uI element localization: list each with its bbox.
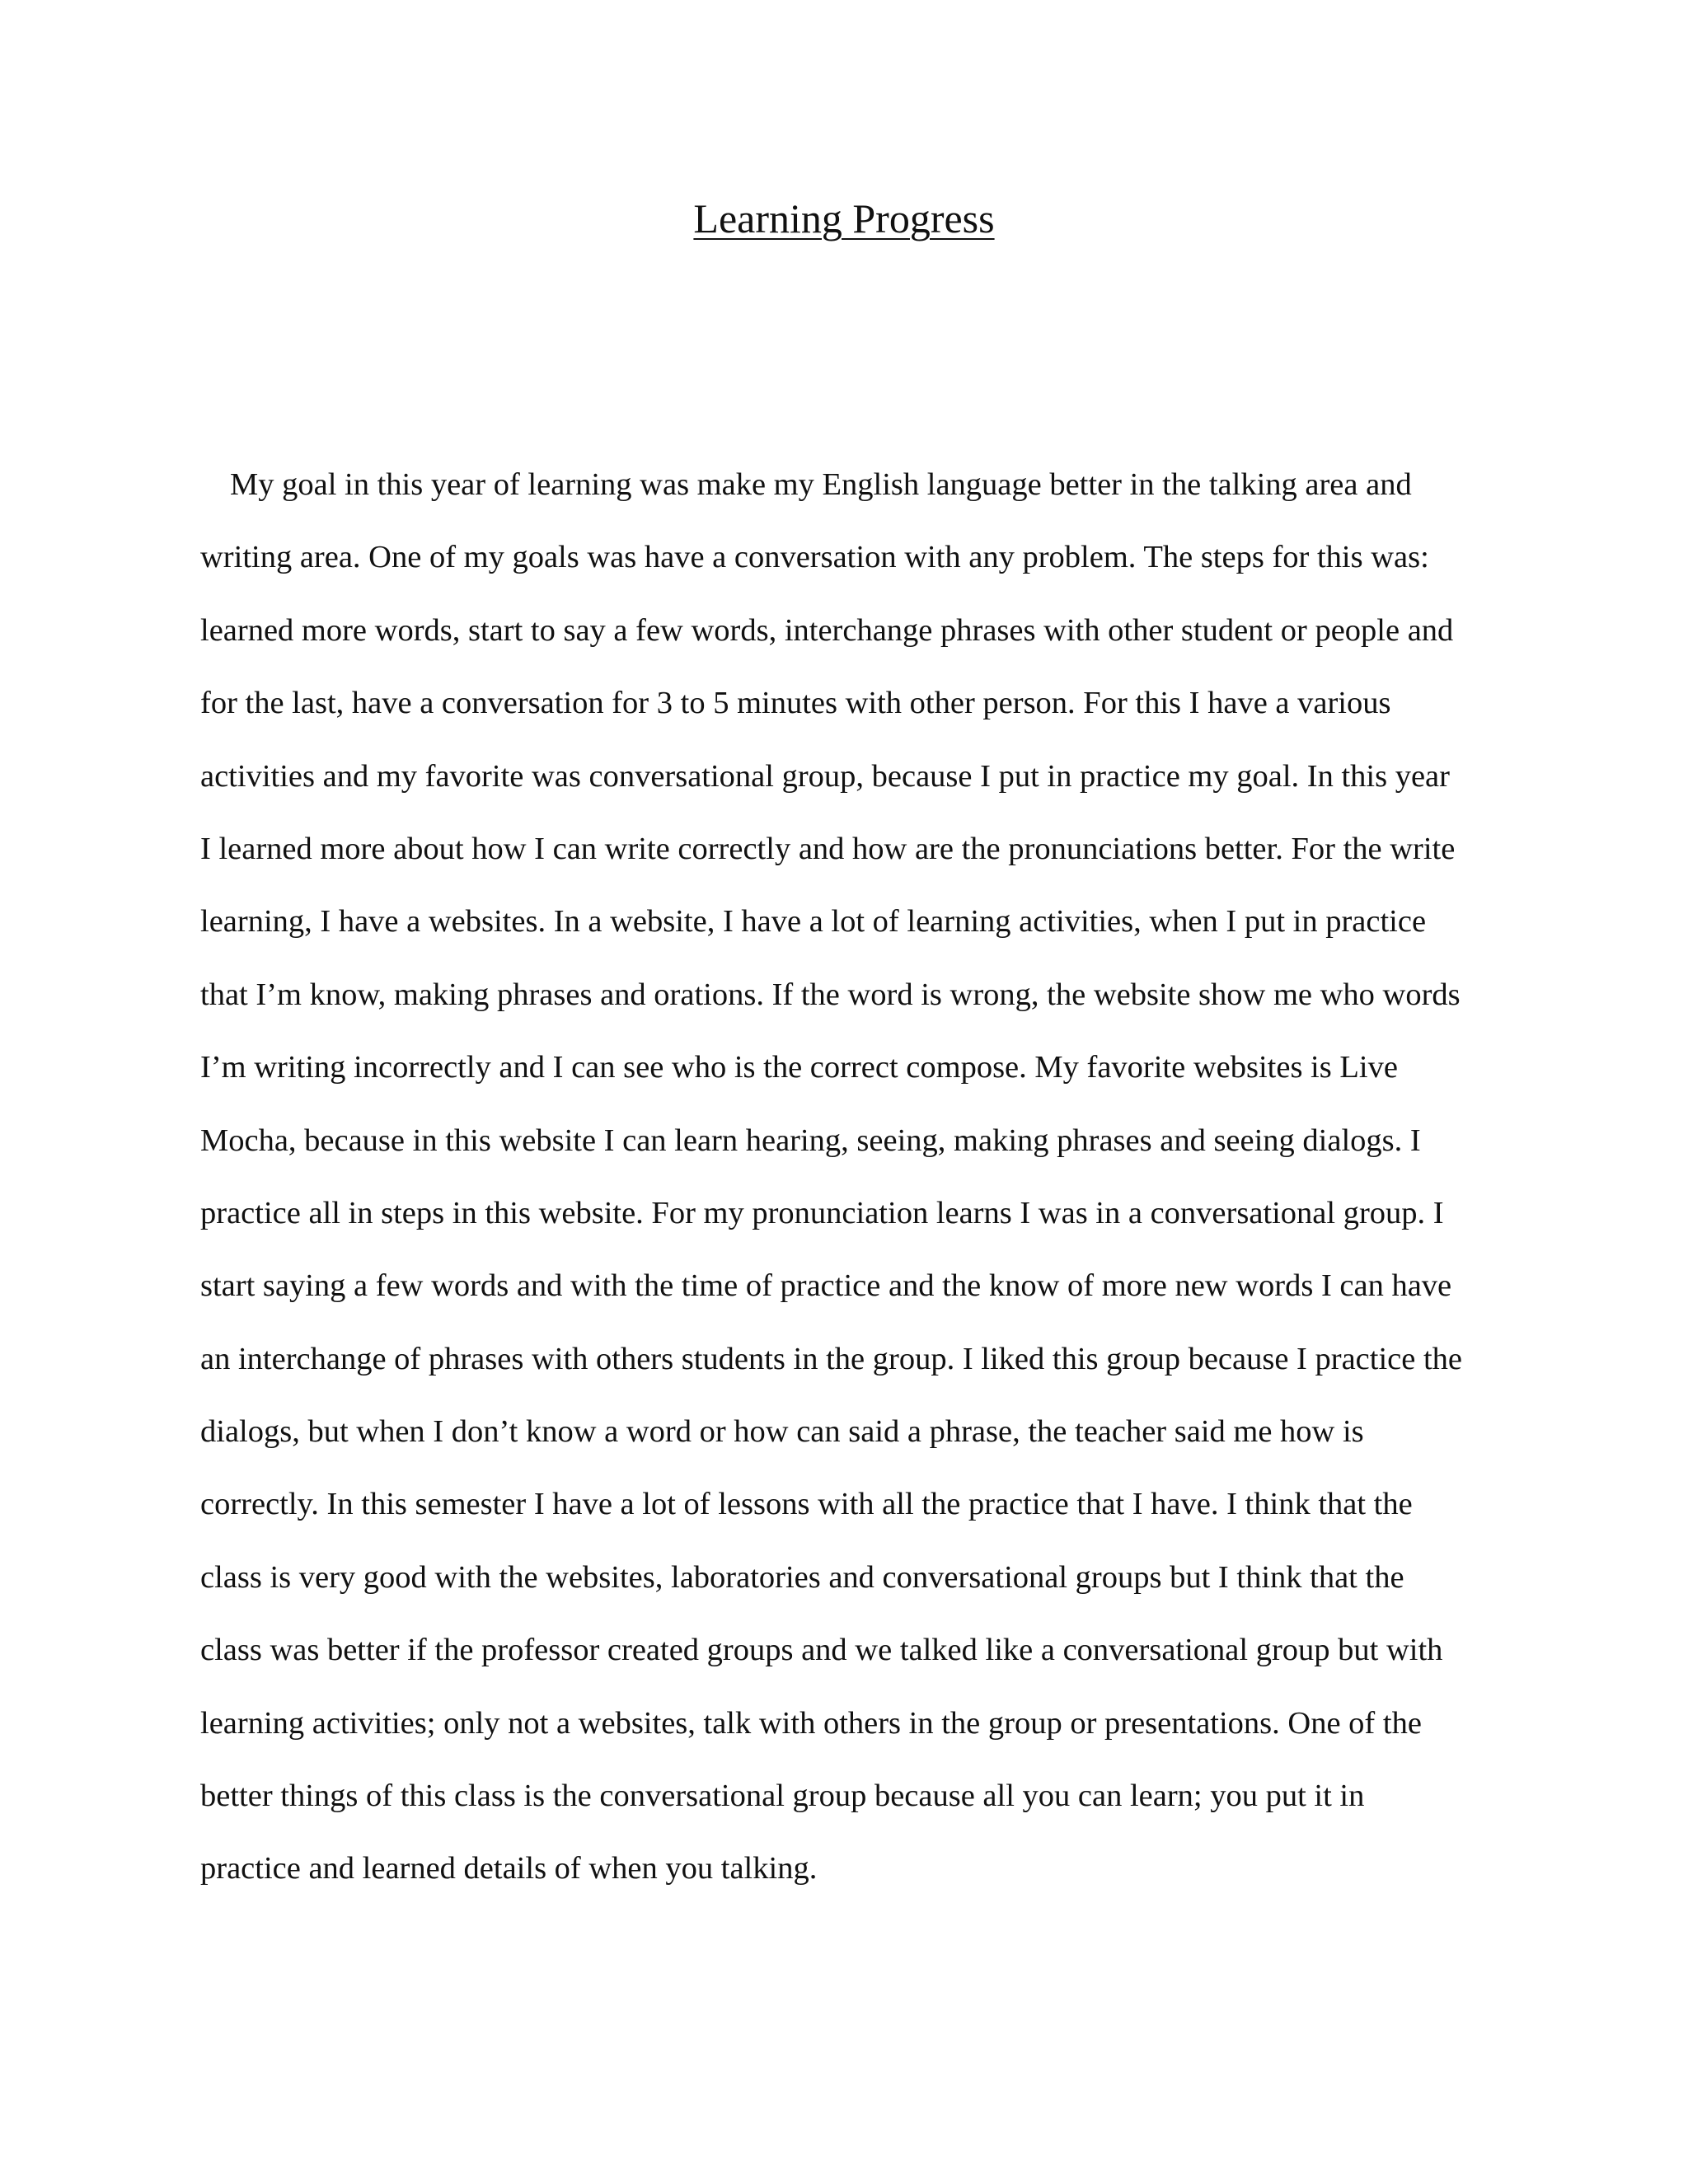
document-title	[0, 194, 1688, 243]
body-line: start saying a few words and with the time of practice and the know of more new words I can have	[200, 1268, 1452, 1304]
document-body	[200, 458, 1503, 1915]
body-line: class was better if the professor created groups and we talked like a conversational group but with	[200, 1633, 1443, 1668]
body-line: learning, I have a websites. In a website, I have a lot of learning activities, when I put in practice	[200, 904, 1427, 940]
body-line: activities and my favorite was conversational group, because I put in practice my goal. In this year	[200, 758, 1450, 794]
body-line: Mocha, because in this website I can learn hearing, seeing, making phrases and seeing dialogs. I	[200, 1122, 1421, 1158]
body-line: practice all in steps in this website. For my pronunciation learns I was in a conversational group. I	[200, 1195, 1444, 1230]
body-line: I learned more about how I can write correctly and how are the pronunciations better. For the write	[200, 831, 1456, 866]
body-line: I’m writing incorrectly and I can see who is the correct compose. My favorite websites is Live	[200, 1050, 1398, 1085]
body-line: for the last, have a conversation for 3 to 5 minutes with other person. For this I have a various	[200, 686, 1391, 721]
body-line: writing area. One of my goals was have a conversation with any problem. The steps for this was:	[200, 540, 1429, 575]
body-line: dialogs, but when I don’t know a word or how can said a phrase, the teacher said me how is	[200, 1414, 1364, 1450]
body-line: learning activities; only not a websites, talk with others in the group or presentations. One of the	[200, 1705, 1422, 1741]
body-line: that I’m know, making phrases and orations. If the word is wrong, the website show me who words	[200, 977, 1461, 1012]
body-line: class is very good with the websites, laboratories and conversational groups but I think that the	[200, 1559, 1404, 1595]
body-line: correctly. In this semester I have a lot of lessons with all the practice that I have. I think that the	[200, 1487, 1413, 1522]
body-line: an interchange of phrases with others students in the group. I liked this group because I practice the	[200, 1341, 1462, 1376]
body-line: practice and learned details of when you talking.	[200, 1851, 818, 1886]
body-line: learned more words, start to say a few words, interchange phrases with other student or people and	[200, 612, 1454, 648]
body-line: better things of this class is the conversational group because all you can learn; you put it in	[200, 1779, 1365, 1814]
body-line: My goal in this year of learning was make my English language better in the talking area and	[230, 467, 1412, 502]
document-title-text: Learning Progress	[693, 195, 995, 241]
